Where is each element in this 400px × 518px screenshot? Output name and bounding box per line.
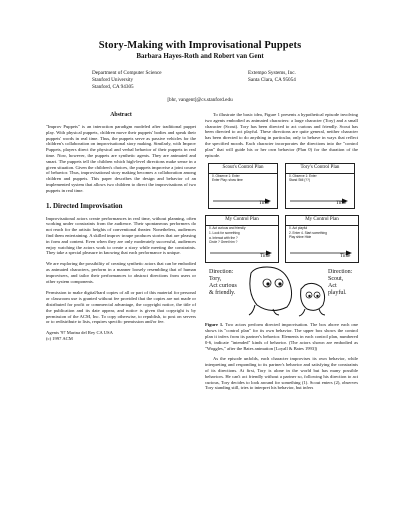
affiliation-line: Department of Computer Science bbox=[92, 70, 162, 76]
plan-item: Circle ? Greet him ? bbox=[209, 240, 238, 245]
plan-item: Enter Play: show time bbox=[212, 178, 243, 183]
direction-line: & friendly. bbox=[209, 289, 236, 296]
left-column bbox=[46, 112, 196, 342]
time-label: Time bbox=[340, 254, 351, 260]
time-label: Time bbox=[259, 201, 270, 207]
figure-1 bbox=[205, 163, 358, 318]
direction-line: Scout, bbox=[328, 276, 344, 283]
affiliation-line: Santa Clara, CA 95054 bbox=[248, 77, 296, 83]
direction-line: Direction: bbox=[209, 269, 234, 276]
control-plan-title: Tory's Control Plan bbox=[300, 165, 340, 171]
plan-item: Play shine Hide bbox=[289, 235, 312, 240]
plan-item: 0. Observe 1: Enter bbox=[289, 174, 317, 179]
direction-line: Act curious bbox=[209, 282, 237, 289]
affiliation-stanford bbox=[92, 70, 162, 91]
woggle-characters-illustration bbox=[245, 263, 327, 317]
figure-caption bbox=[205, 322, 358, 351]
control-plan-title: Scout's Control Plan bbox=[222, 165, 264, 171]
plan-item: a. Interact with the ? bbox=[209, 236, 238, 241]
body-paragraph: As the episode unfolds, each character improvises its own behavior, while interpreting and responding to its partner's behavior and satisfying the constraints of its directions. At first, Tory is alone in the world but has many possible behaviors. He can't act friendly without a partner so, following his direction to act curious, Tory decides to look around for something (1). Scout enters (2), observes Tory standing still, tries to interpret his behavior, but infers bbox=[205, 356, 358, 391]
section-heading: 1. Directed Improvisation bbox=[46, 201, 123, 210]
plan-item: Stand Still (??) bbox=[289, 178, 310, 183]
affiliation-line: Extempo Systems, Inc. bbox=[248, 70, 296, 76]
permission-notice: Permission to make digital/hard copies of all or part of this material for personal or classroom use is granted without fee provided that the copies are not made or distributed for profit or commercial advantage, the copyright notice, the title of the publication and its date appear, and notice is given that copyright is by permission of the ACM, Inc. To copy otherwise, to republish, to post on servers or to redistribute to lists, requires specific permission and/or fee. bbox=[46, 290, 196, 325]
plan-item: 0. Act playful bbox=[289, 226, 308, 231]
affiliation-line: Stanford University bbox=[92, 77, 134, 83]
control-plan-box bbox=[285, 215, 359, 263]
direction-line: Direction: bbox=[328, 269, 353, 276]
control-plan-box bbox=[285, 163, 355, 209]
tory-character bbox=[249, 267, 292, 315]
control-plan-title: My Control Plan bbox=[225, 217, 259, 223]
scout-direction bbox=[328, 269, 352, 296]
direction-line: playful. bbox=[328, 289, 347, 296]
author-email: [bhr, vangent]@cs.stanford.edu bbox=[167, 97, 233, 103]
venue-line: Agents '97 Marina del Rey CA USA bbox=[46, 330, 113, 336]
control-plan-box bbox=[205, 215, 279, 263]
plan-item: 1. Look for something bbox=[209, 231, 240, 236]
plan-item: 2. Enter 4. Start something bbox=[289, 231, 327, 236]
plan-item: 0. Act curious and friendly bbox=[209, 226, 246, 231]
right-column bbox=[205, 112, 358, 396]
section-paragraph: Improvisational actors create performances in real time, without planning, often working under constraints from the audience. Their spontaneous performers do not reach for the artistic heights of conventional theater. Nonetheless, audiences find them entertaining. A skilled improv troupe produces stories that are pleasing in form and content. Even when they are only moderately successful, audiences enjoy watching the actors work to create a story while meeting the constraints. They take a special pleasure in knowing that each performance is unique. bbox=[46, 215, 196, 256]
plan-item: 0. Observe 1: Enter bbox=[212, 174, 240, 179]
control-plan-title: My Control Plan bbox=[305, 217, 339, 223]
copyright-line: (c) 1997 ACM bbox=[46, 335, 73, 341]
scout-character bbox=[299, 284, 325, 317]
abstract-heading: Abstract bbox=[110, 112, 132, 118]
paper-title: Story-Making with Improvisational Puppets bbox=[98, 40, 302, 51]
paper-authors: Barbara Hayes-Roth and Robert van Gent bbox=[136, 52, 264, 60]
affiliation-line: Stanford, CA 94305 bbox=[92, 84, 134, 90]
direction-line: Tory, bbox=[209, 276, 222, 283]
time-label: Time bbox=[336, 201, 347, 207]
caption-text: Two actors perform directed improvisation. The box above each one shows its "control plan" for its own behavior. The upper box shows the control plan it infers from its partner's behavior. Elements in each control plan, numbered 0-6, indicate "intended" kinds of behavior. (The actors shown are embodied as "Woggles," after the Bates animation [Loyall & Bates 1993]) bbox=[205, 322, 358, 351]
caption-label: Figure 1. bbox=[205, 322, 224, 328]
control-plan-box bbox=[208, 163, 278, 209]
affiliation-extempo bbox=[248, 70, 296, 84]
section-paragraph: We are exploring the possibility of creating synthetic actors that can be embodied as animated characters, perform in a manner loosely resembling that of human improvisers, and tailor their performances to abstract directions from users or other system components. bbox=[46, 261, 196, 284]
direction-line: Act bbox=[328, 282, 337, 289]
tory-direction bbox=[209, 269, 237, 296]
intro-paragraph: To illustrate the basic idea, Figure 1 presents a hypothetical episode involving two agents embodied as animated characters: a large character (Tory) and a small character (Scout). Tory has been directed to act curious and friendly. Scout has been directed to act playful. These directions are quite general, neither character has been directed to do anything in particular, only to behave in ways that reflect the specified moods. Each character incorporates the directions into the "control plan" that will guide his or her own behavior (Plan 0) for the duration of the episode. bbox=[205, 112, 358, 158]
time-label: Time bbox=[260, 254, 271, 260]
abstract-text: "Improv Puppets" is an interaction paradigm modeled after traditional puppet play. With physical puppets, children move their puppets' bodies and speak their puppets' words in real time. Thus, the puppets serve as passive vehicles for the children's collaboration on improvisational story making. Similarly, with Improv Puppets, players direct the physical and verbal behavior of their puppets in real time. Now, however, the puppets are synthetic agents. They are animated and smart. The puppets tell the children which high-level directions make sense in a given situation. Given the children's choices, the puppets improvise a joint course of behavior. Thus, improvisational story making becomes a collaboration among children and puppets. This paper describes the design and behavior of an implemented system that allows two children to direct the improvisations of two puppets in real time. bbox=[46, 124, 196, 193]
